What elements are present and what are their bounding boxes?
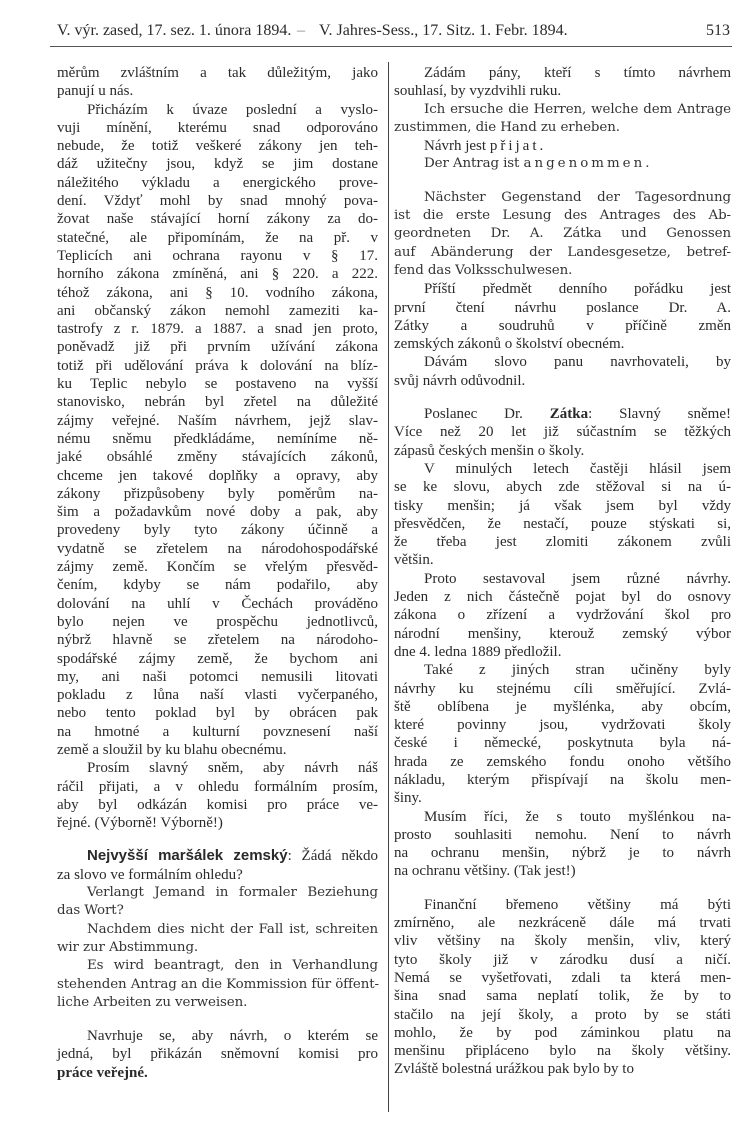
text-line: panují u nás. <box>57 83 134 100</box>
text-line: Zádám pány, kteří s tímto návrhem <box>424 65 731 81</box>
page-number: 513 <box>706 22 730 39</box>
german-paragraph <box>394 155 731 173</box>
paragraph <box>394 570 731 661</box>
text-line: země a sloužil by ku blahu obecnému. <box>57 741 287 758</box>
text-line: bylo nejen ve prospěchu jednotlivců, <box>57 613 378 630</box>
text-line: na hmotné a kulturní povznesení naší <box>57 723 378 740</box>
text-line: geordneten Dr. A. Zátka und Genossen <box>394 226 731 242</box>
german-paragraph <box>57 957 378 1012</box>
text-line: na ochranu většiny. (Tak jest!) <box>394 863 576 880</box>
text-line: Více než 20 let již súčastním se těžkých <box>394 424 731 441</box>
text-line: stehenden Antrag an die Kommission für öffent- <box>57 976 379 992</box>
text-line: zákona o zřízení a vydržování škol pro <box>394 607 731 624</box>
text-line: provedeny byly tyto zákony účinně a <box>57 522 378 539</box>
text-line: vliv většiny na školy menšin, vliv, který <box>394 933 731 950</box>
text-line: žovat naše stávající horní zákony za do- <box>57 211 378 228</box>
text-line: horního zákona zmíněná, ani § 220. a 222. <box>57 266 378 283</box>
text-line: se ke slovu, abych zde stěžoval si na ú- <box>394 479 731 496</box>
text-segment: angenommen. <box>523 156 653 172</box>
text-line: čením, kdyby se nám podařilo, aby <box>57 577 378 594</box>
text-line: Příští předmět denního pořádku jest <box>424 281 731 298</box>
text-line: ku Teplic nebylo se postaveno na vyšší <box>57 376 378 393</box>
text-line: zustimmen, die Hand zu erheben. <box>394 119 620 135</box>
header-rule <box>50 46 732 47</box>
text-line: české i německé, poskytnuta byla ná- <box>394 735 731 752</box>
text-line: tastrofy z r. 1879. a 1887. a snad jen proto, <box>57 321 378 338</box>
right-column <box>394 64 731 1079</box>
text-line: za slovo ve formálním ohledu? <box>57 866 243 883</box>
text-line: ist die erste Lesung des Antrages des Ab- <box>394 208 731 224</box>
text-line: vydatně se zřetelem na národohospodářské <box>57 540 378 557</box>
text-line <box>57 1064 378 1082</box>
speaker-name: Zátka <box>549 406 589 423</box>
text-line: Finanční břemeno většiny má býti <box>424 896 731 913</box>
text-segment: přijat. <box>489 138 547 155</box>
paragraph <box>394 808 731 881</box>
text-line <box>57 847 378 865</box>
text-line: liche Arbeiten zu verweisen. <box>57 994 248 1010</box>
text-line: Přicházím k úvaze poslední a vyslo- <box>87 101 378 118</box>
text-line: nému sněmu předkládáme, nemíníme ně- <box>57 430 378 447</box>
column-divider <box>388 62 389 1112</box>
text-line: téhož zákona, ani § 10. vodního zákona, <box>57 284 378 301</box>
text-line: Navrhuje se, aby návrh, o kterém se <box>87 1028 378 1045</box>
text-line: ráčil přijati, a v ohledu formálním prosím, <box>57 778 378 795</box>
speaker-name: Nejvyšší maršálek zemský <box>87 847 288 865</box>
text-line <box>394 405 731 423</box>
text-line: zemských zákonů o školství obecném. <box>394 336 625 353</box>
text-line: stanovisko, nebrán byl zřetel na důležité <box>57 394 378 411</box>
paragraph <box>394 280 731 353</box>
text-line: souhlasí, by vyzdvihli ruku. <box>394 83 562 100</box>
text-line: ani občanský zákon nemohl zameziti ka- <box>57 302 378 319</box>
text-line: Proto sestavoval jsem různé návrhy. <box>424 570 731 587</box>
text-line: Teplicích ani ochrana rayonu v § 17. <box>57 247 378 264</box>
text-line: tisky menšin; já však jsem byl vždy <box>394 497 731 514</box>
text-line: Dávám slovo panu navrhovateli, by <box>424 354 731 371</box>
header-german: V. Jahres-Sess., 17. Sitz. 1. Febr. 1894. <box>319 22 568 39</box>
text-line: menšinu připláceno bylo na školy většiny. <box>394 1043 731 1060</box>
text-line: stačilo na její školy, a proto by se státi <box>394 1006 731 1023</box>
text-line: vuji mínění, kterému snad odporováno <box>57 119 378 136</box>
text-line: dne 4. ledna 1889 předložil. <box>394 643 562 660</box>
text-line: Zvláště bolestná urážkou pak bylo by to <box>394 1061 634 1078</box>
text-line: Zátky a soudruhů v příčině změn <box>394 317 731 334</box>
text-line: Jeden z nich částečně pojat byl do osnovy <box>394 589 731 606</box>
paragraph <box>394 353 731 390</box>
text-line: první čtení návrhu poslance Dr. A. <box>394 299 731 316</box>
text-line: dáž užitečny jsou, když se jim dostane <box>57 156 378 173</box>
text-line: aby byl odkázán komisi pro práce ve- <box>57 796 378 813</box>
text-line: fend das Volksschulwesen. <box>394 262 573 278</box>
text-line <box>394 137 731 155</box>
text-line: Musím říci, že s touto myšlénkou na- <box>424 808 731 825</box>
header-czech: V. výr. zased, 17. sez. 1. února 1894. <box>57 22 292 39</box>
text-line: auf Abänderung der Landesgesetze, betref- <box>394 244 731 260</box>
paragraph <box>394 661 731 807</box>
paragraph <box>394 137 731 155</box>
text-line: národní menšiny, kterouž zemský výbor <box>394 625 731 642</box>
german-paragraph <box>57 921 378 958</box>
text-line: šim a požadavkům nové doby a pak, aby <box>57 504 378 521</box>
text-line: zájmy země. Končím se vřelým přesvěd- <box>57 559 378 576</box>
text-line: statečné, ale připomínám, že na př. v <box>57 229 378 246</box>
paragraph <box>57 64 378 101</box>
text-line: řejné. (Výborně! Výborně!) <box>57 815 223 832</box>
german-paragraph <box>394 189 731 280</box>
text-line: přesvědčen, že nestačí, pouze stýskati si, <box>394 515 731 532</box>
text-line: Také z jiných stran učiněny byly <box>424 662 731 679</box>
text-line: V minulých letech častěji hlásil jsem <box>424 460 731 477</box>
text-line: Nachdem dies nicht der Fall ist, schreiten <box>87 921 378 937</box>
text-line: wir zur Abstimmung. <box>57 939 199 955</box>
text-line: Es wird beantragt, den in Verhandlung <box>87 958 378 974</box>
header-separator: – <box>297 22 305 39</box>
text-line: zákony přizpůsobeny byly poměrům na- <box>57 485 378 502</box>
text-segment: : Žádá někdo <box>287 848 378 865</box>
text-line: svůj návrh odůvodnil. <box>394 372 526 389</box>
text-line: měrům zvláštním a tak důležitým, jako <box>57 65 378 81</box>
text-line: hrada ze zemského fondu onoho většího <box>394 753 731 770</box>
text-segment: Návrh jest <box>424 138 490 155</box>
text-line: tyto školy již v zárodku dusí a ničí. <box>394 951 731 968</box>
text-line: že třeba jest zlomiti zákonem zvůli <box>394 534 731 551</box>
text-line: jedná, byl přikázán sněmovní komisi pro <box>57 1046 378 1063</box>
text-line: jaké obsáhlé změny stávajících zákonů, <box>57 449 378 466</box>
text-line: nebude, že totiž veškeré zákony jen teh- <box>57 138 378 155</box>
text-line: totiž při udělování práva k dolování na blíz- <box>57 357 378 374</box>
paragraph <box>57 759 378 832</box>
text-line: Ich ersuche die Herren, welche dem Antrage <box>424 101 731 117</box>
text-line: na ochranu menšin, nýbrž je to návrh <box>394 845 731 862</box>
text-line <box>394 155 731 173</box>
text-line: většin. <box>394 552 434 569</box>
text-line: mohlo, že by pod záminkou platu na <box>394 1024 731 1041</box>
text-line: nýbrž hlavně se zřetelem na národoho- <box>57 632 378 649</box>
text-segment: Der Antrag ist <box>424 156 524 172</box>
text-line: dení. Vždyť mohl by snad mnohý pova- <box>57 193 378 210</box>
text-line: zápasů českých menšin o školy. <box>394 442 585 459</box>
text-line: Nächster Gegenstand der Tagesordnung <box>424 189 731 205</box>
text-line: šiny. <box>394 790 422 807</box>
german-paragraph <box>57 884 378 921</box>
paragraph <box>394 405 731 460</box>
text-line: nebo tento poklad byl by obrácen pak <box>57 705 378 722</box>
text-line: zmírněno, ale nezkráceně dále má trvati <box>394 915 731 932</box>
paragraph <box>57 101 378 760</box>
text-line: prosto souhlasiti nemohu. Není to návrh <box>394 826 731 843</box>
text-line: nákladu, kterým přispívají na školu men- <box>394 771 731 788</box>
text-line: dolování na uhlí v Čechách prováděno <box>57 595 378 612</box>
running-header <box>57 22 730 44</box>
text-line: my, ani naši potomci nemusili litovati <box>57 668 378 685</box>
german-paragraph <box>394 101 731 138</box>
text-line: ště oblíbena je myšlénka, aby obcím, <box>394 698 731 715</box>
text-segment: : Slavný sněme! <box>588 406 731 423</box>
text-line: das Wort? <box>57 903 124 919</box>
text-line: Prosím slavný sněm, aby návrh náš <box>87 760 378 777</box>
paragraph <box>394 64 731 101</box>
text-line: poněvadž již při prvním užívání zákona <box>57 339 378 356</box>
text-line: Verlangt Jemand in formaler Beziehung <box>87 885 378 901</box>
text-line: které povinny jsou, vydržovati školy <box>394 717 731 734</box>
speaker-name: práce veřejné. <box>57 1064 148 1081</box>
left-column <box>57 64 378 1082</box>
paragraph <box>57 847 378 884</box>
text-line: pokladu z lůna naší vlasti vyčerpaného, <box>57 687 378 704</box>
text-line: zájmy veřejné. Naším návrhem, jejž slav- <box>57 412 378 429</box>
text-line: Nemá se vyšetřovati, zdali ta která men- <box>394 969 731 986</box>
paragraph <box>57 1027 378 1082</box>
text-line: návrhy ku stejnému cíli směřující. Zvlá- <box>394 680 731 697</box>
text-line: spodářské zájmy země, že bychom ani <box>57 650 378 667</box>
text-segment: Poslanec Dr. <box>424 406 550 423</box>
paragraph <box>394 896 731 1079</box>
paragraph <box>394 460 731 570</box>
text-line: šina snad sama neplatí tolik, že by to <box>394 988 731 1005</box>
text-line: chceme jen takové doplňky a opravy, aby <box>57 467 378 484</box>
text-line: náležitého výkladu a energického prove- <box>57 174 378 191</box>
